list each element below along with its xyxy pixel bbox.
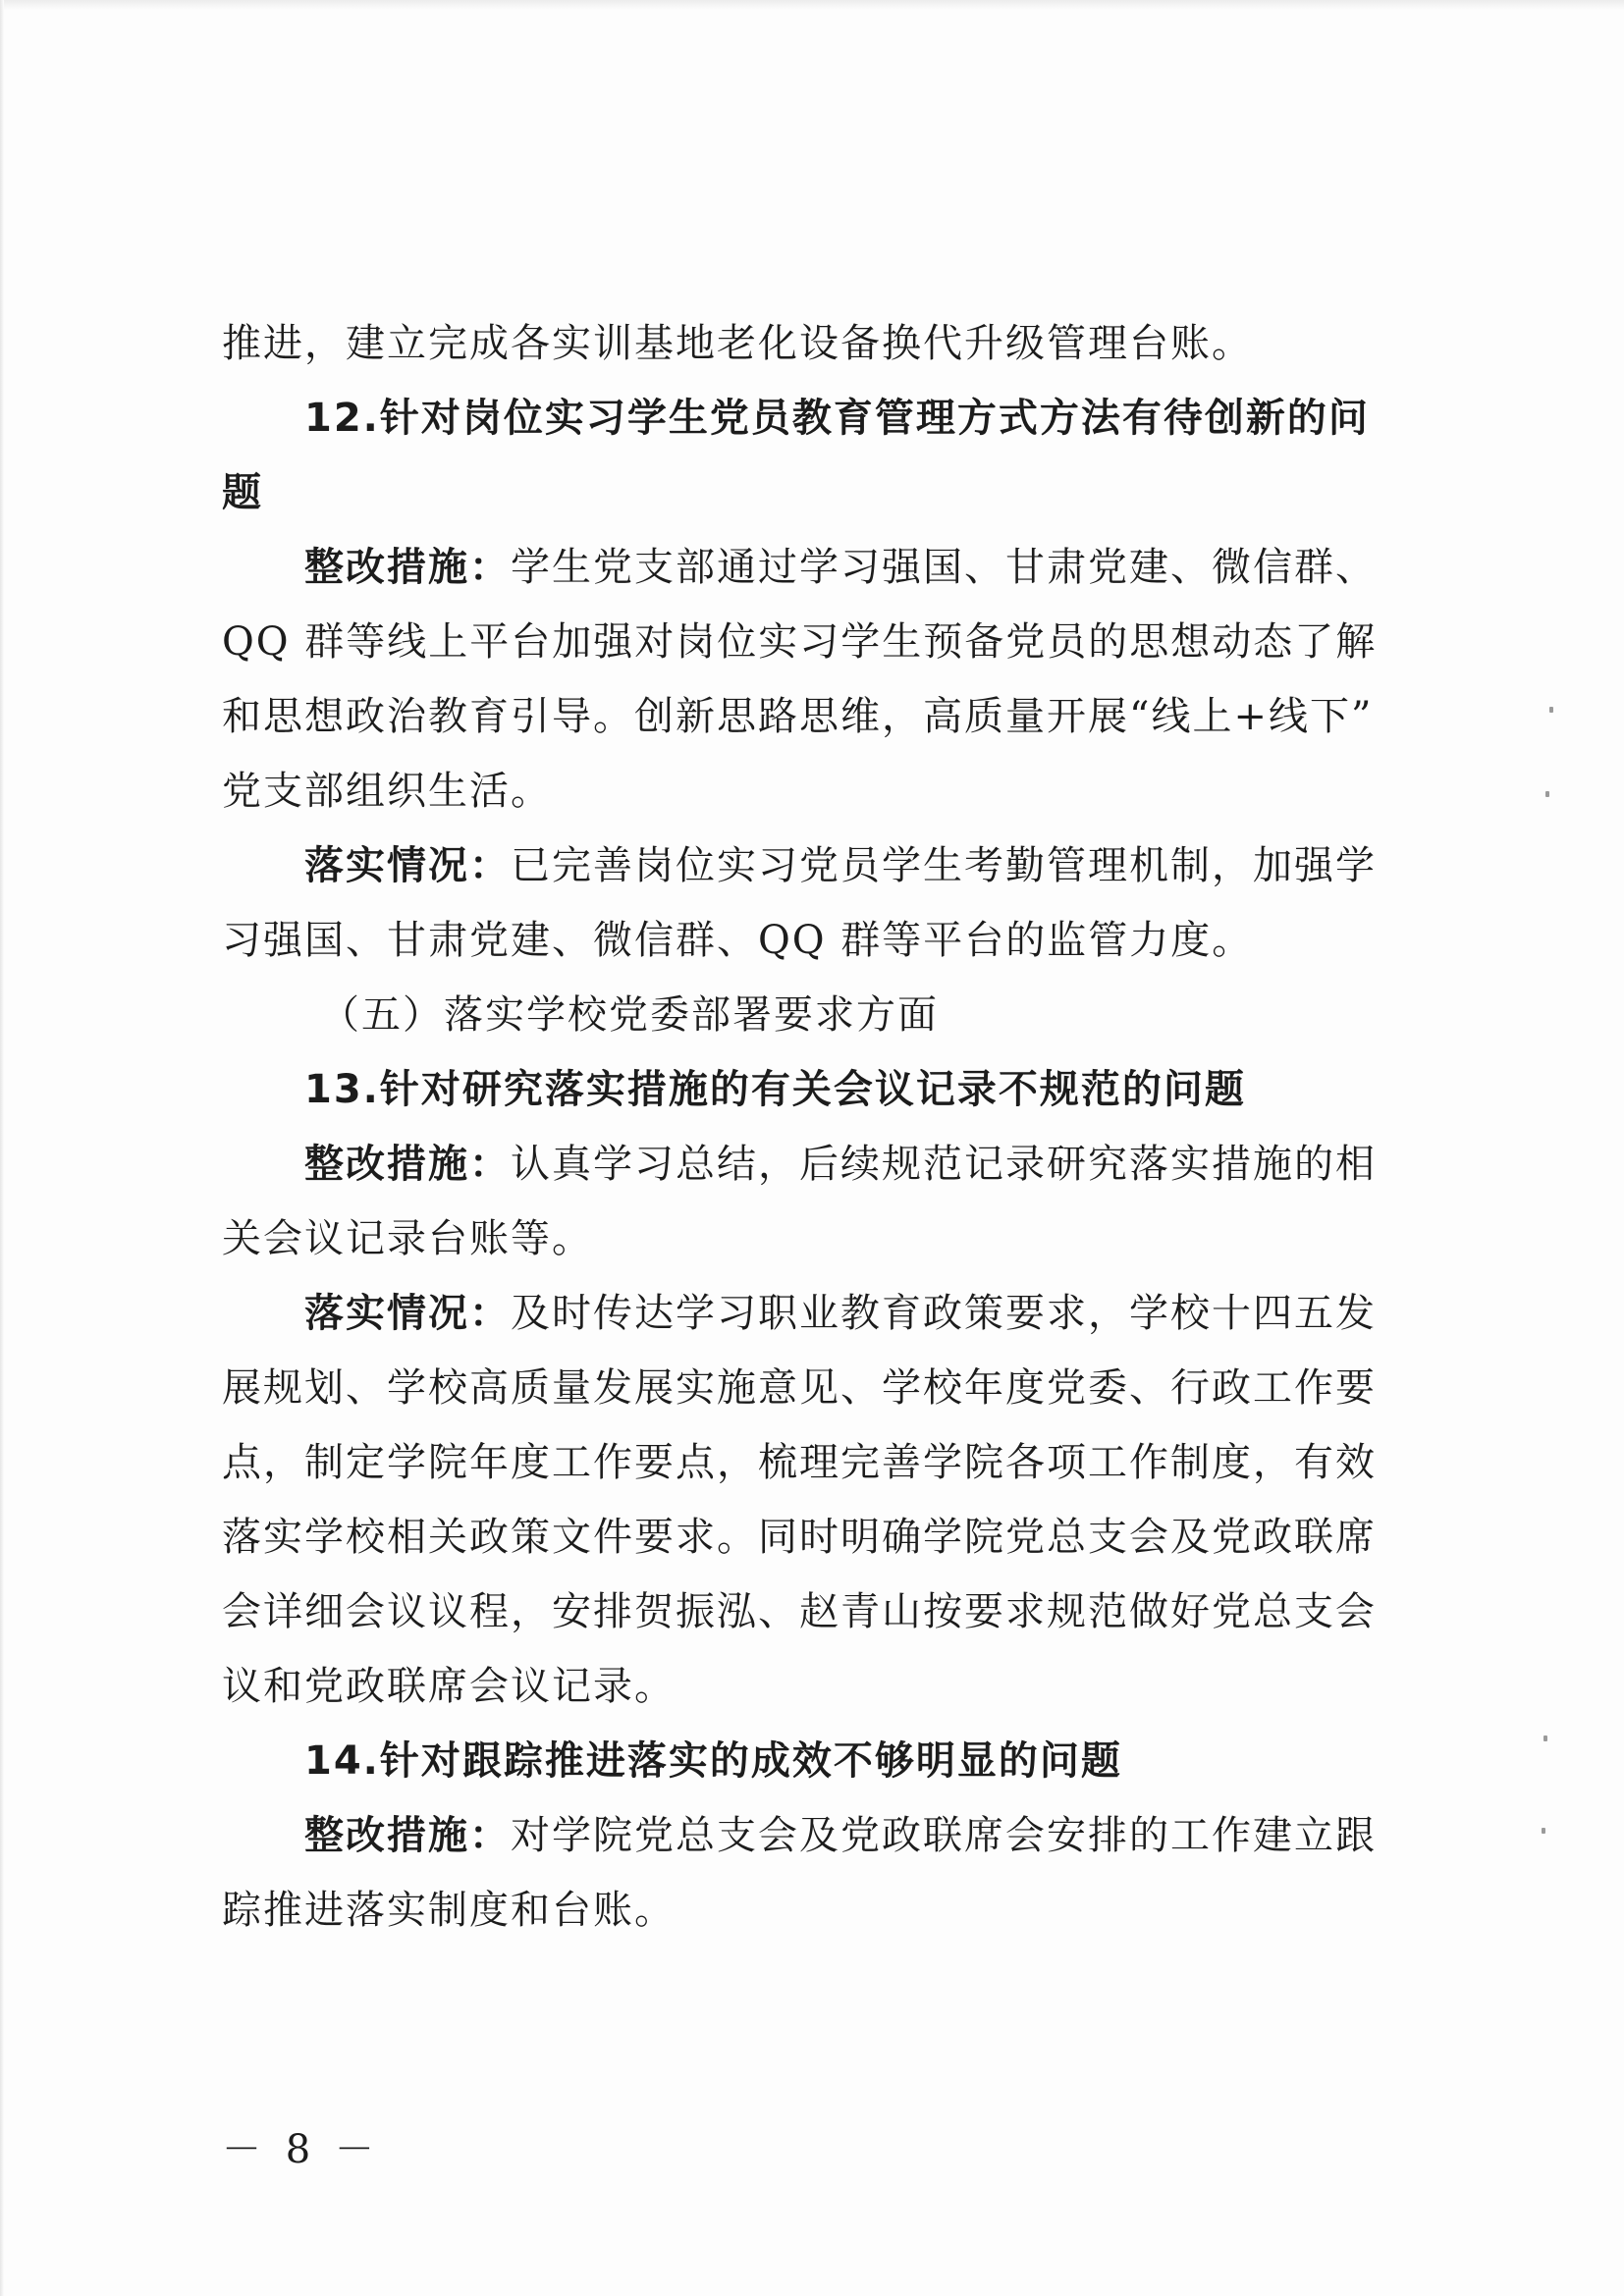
paragraph-line bbox=[222, 1798, 1430, 1873]
paragraph-line: QQ 群等线上平台加强对岗位实习学生预备党员的思想动态了解 bbox=[222, 619, 1378, 665]
paragraph-line: 推进，建立完成各实训基地老化设备换代升级管理台账。 bbox=[222, 321, 1253, 366]
paragraph-text: 认真学习总结，后续规范记录研究落实措施的相 bbox=[511, 1142, 1377, 1187]
paragraph-text: 对学院党总支会及党政联席会安排的工作建立跟 bbox=[511, 1813, 1377, 1858]
measures-label: 整改措施： bbox=[304, 545, 511, 590]
scan-speck bbox=[1543, 1735, 1547, 1741]
implementation-label: 落实情况： bbox=[304, 1291, 511, 1336]
paragraph-text: 学生党支部通过学习强国、甘肃党建、微信群、 bbox=[511, 545, 1377, 590]
paragraph-line bbox=[222, 1276, 1430, 1351]
paragraph-line: 议和党政联席会议记录。 bbox=[222, 1664, 676, 1709]
paragraph-line: 落实学校相关政策文件要求。同时明确学院党总支会及党政联席 bbox=[222, 1515, 1377, 1560]
section-heading-13: 13.针对研究落实措施的有关会议记录不规范的问题 bbox=[304, 1067, 1246, 1112]
paragraph-line: 关会议记录台账等。 bbox=[222, 1216, 593, 1261]
measures-label: 整改措施： bbox=[304, 1813, 511, 1858]
paragraph-line: 党支部组织生活。 bbox=[222, 769, 552, 814]
paragraph-text: 已完善岗位实习党员学生考勤管理机制，加强学 bbox=[511, 843, 1377, 888]
measures-label: 整改措施： bbox=[304, 1142, 511, 1187]
paragraph-line: 和思想政治教育引导。创新思路思维，高质量开展“线上+线下” bbox=[222, 694, 1374, 739]
paragraph-line: 点，制定学院年度工作要点，梳理完善学院各项工作制度，有效 bbox=[222, 1440, 1377, 1485]
page-number: － 8 － bbox=[222, 2127, 380, 2172]
subsection-title: （五）落实学校党委部署要求方面 bbox=[320, 992, 939, 1038]
paragraph-line: 习强国、甘肃党建、微信群、QQ 群等平台的监管力度。 bbox=[222, 918, 1254, 963]
document-body bbox=[222, 306, 1430, 1948]
implementation-label: 落实情况： bbox=[304, 843, 511, 888]
paragraph-line: 展规划、学校高质量发展实施意见、学校年度党委、行政工作要 bbox=[222, 1365, 1377, 1411]
scan-speck bbox=[1545, 791, 1549, 797]
paragraph-line: 会详细会议议程，安排贺振泓、赵青山按要求规范做好党总支会 bbox=[222, 1589, 1377, 1634]
section-heading-14: 14.针对跟踪推进落实的成效不够明显的问题 bbox=[304, 1738, 1122, 1784]
paragraph-text: 及时传达学习职业教育政策要求，学校十四五发 bbox=[511, 1291, 1377, 1336]
section-heading-12-cont: 题 bbox=[222, 470, 263, 515]
scan-edge bbox=[0, 0, 4, 2296]
scan-speck bbox=[1549, 707, 1553, 713]
section-heading-12: 12.针对岗位实习学生党员教育管理方式方法有待创新的问 bbox=[304, 396, 1370, 441]
paragraph-line bbox=[222, 1127, 1430, 1201]
paragraph-line bbox=[222, 530, 1430, 605]
scan-edge bbox=[0, 0, 1624, 10]
paragraph-line: 踪推进落实制度和台账。 bbox=[222, 1888, 676, 1933]
scan-speck bbox=[1542, 1828, 1545, 1834]
paragraph-line bbox=[222, 828, 1430, 903]
